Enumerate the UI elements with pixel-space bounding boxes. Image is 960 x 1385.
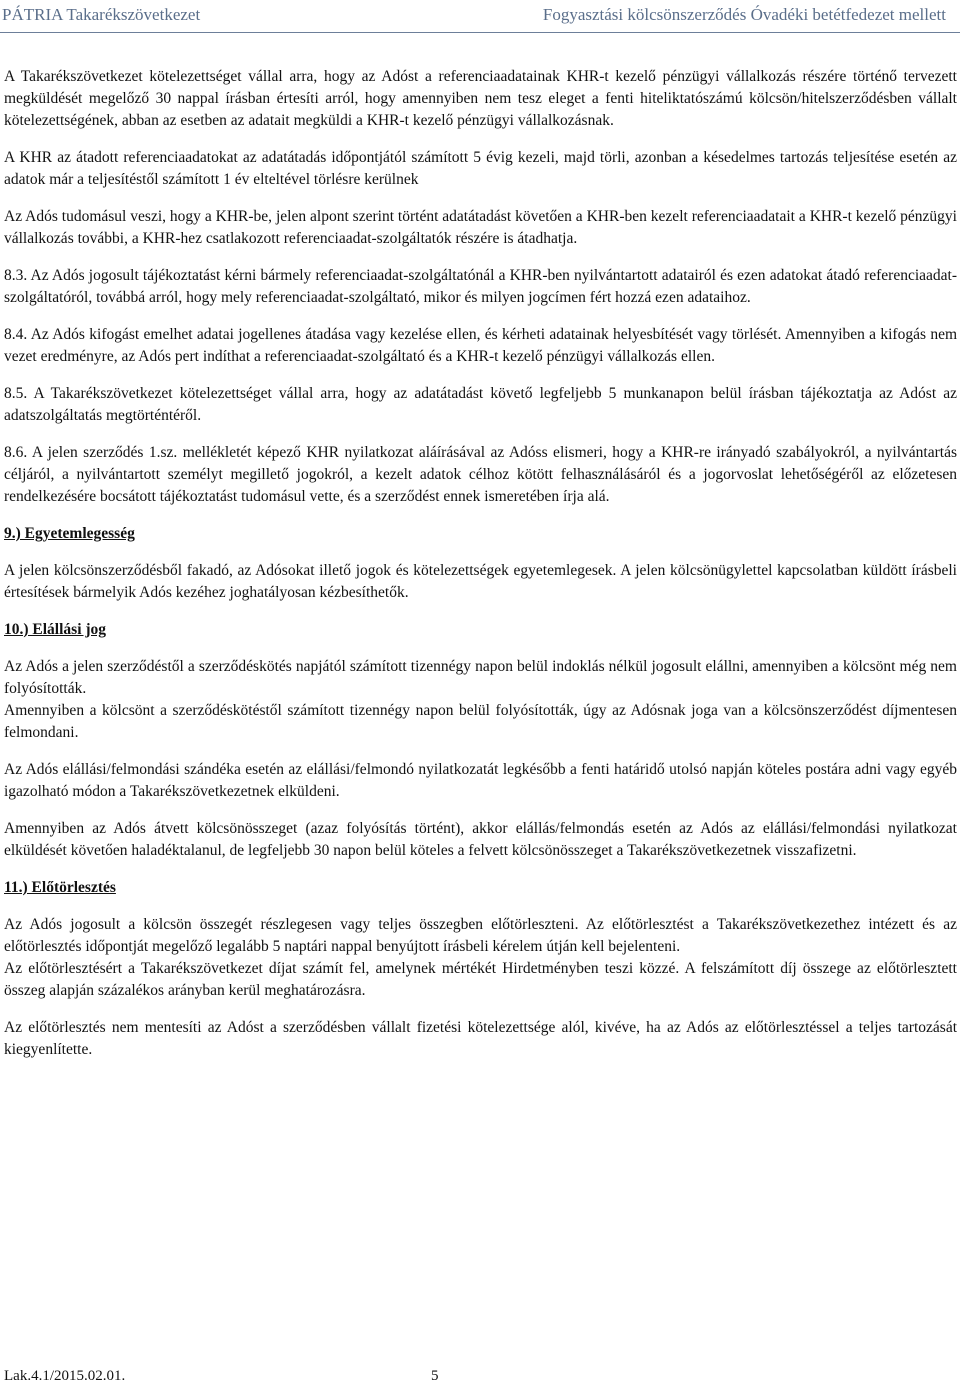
footer-document-id: Lak.4.1/2015.02.01.	[4, 1368, 126, 1384]
section-9-paragraph: A jelen kölcsönszerződésből fakadó, az Adósokat illető jogok és kötelezettségek egyetemlegesek. A jelen kölcsönügylettel kapcsolatban küldött írásbeli értesítések bármelyik Adós kezéhez joghatályosan kézbesíthetők.	[4, 562, 957, 601]
page-header	[0, 0, 960, 36]
section-11-paragraph-3: Az előtörlesztés nem mentesíti az Adóst a szerződésben vállalt fizetési kötelezettsége alól, kivéve, ha az Adós az előtörlesztéssel a teljes tartozását kiegyenlítette.	[4, 1019, 957, 1058]
section-10-paragraph-4: Amennyiben az Adós átvett kölcsönösszeget (azaz folyósítás történt), akkor elállás/felmondás esetén az Adós az elállási/felmondási nyilatkozat elküldését követően haladéktalanul, de legfeljebb 30 napon belül köteles a felvett kölcsönösszeget a Takarékszövetkezetnek visszafizetni.	[4, 820, 957, 859]
section-10-paragraph-3: Az Adós elállási/felmondási szándéka esetén az elállási/felmondó nyilatkozatát legkésőbb a fenti határidő utolsó napján köteles postára adni vagy egyéb igazolható módon a Takarékszövetkezetnek elküldeni.	[4, 761, 957, 800]
header-institution-name: PÁTRIA Takarékszövetkezet	[2, 5, 201, 24]
paragraph-8-5: 8.5. A Takarékszövetkezet kötelezettséget vállal arra, hogy az adatátadást követő legfeljebb 5 munkanapon belül írásban tájékoztatja az Adóst az adatszolgáltatás megtörténtéről.	[4, 385, 957, 424]
paragraph-8-4: 8.4. Az Adós kifogást emelhet adatai jogellenes átadása vagy kezelése ellen, és kérheti adatainak helyesbítését vagy törlését. Amennyiben a kifogás nem vezet eredményre, az Adós pert indíthat a referenciaadat-szolgáltató és a KHR-t kezelő pénzügyi vállalkozás ellen.	[4, 326, 957, 365]
paragraph-khr-notification: A Takarékszövetkezet kötelezettséget vállal arra, hogy az Adóst a referenciaadatainak KHR-t kezelő pénzügyi vállalkozás részére történő tervezett megküldését megelőző 30 nappal írásban értesíti arról, hogy amennyiben nem tesz eleget a fenti hiteliktatószámú kölcsön/hitelszerződésben vállalt kötelezettségének, abban az esetben az adatait megküldi a KHR-t kezelő pénzügyi vállalkozásnak.	[4, 68, 957, 129]
header-document-title: Fogyasztási kölcsönszerződés Óvadéki betétfedezet mellett	[542, 5, 946, 24]
paragraph-8-3: 8.3. Az Adós jogosult tájékoztatást kérni bármely referenciaadat-szolgáltatónál a KHR-ben nyilvántartott adatairól és ezen adatokat átadó referenciaadat-szolgáltatóról, továbbá arról, hogy mely referenciaadat-szolgáltató, mikor és milyen jogcímen fért hozzá ezen adataihoz.	[4, 267, 957, 306]
section-11-paragraph-1: Az Adós jogosult a kölcsön összegét részlegesen vagy teljes összegben előtörleszteni. Az előtörlesztést a Takarékszövetkezethez intézett és az előtörlesztés időpontját megelőző legalább 5 naptári nappal benyújtott írásbeli kérelem útján kell bejelenteni.	[4, 916, 957, 955]
paragraph-8-6: 8.6. A jelen szerződés 1.sz. mellékletét képező KHR nyilatkozat aláírásával az Adóss elismeri, hogy a KHR-re irányadó szabályokról, a nyilvántartás céljáról, a nyilvántartott személyt megillető jogokról, a kezelt adatok célhoz kötött felhasználásáról és a jogorvoslat lehetőségéről az előzetesen rendelkezésére bocsátott tájékoztatást tudomásul vette, és a szerződést ennek ismeretében írja alá.	[4, 444, 957, 505]
document-body	[4, 66, 957, 1061]
section-11-heading: 11.) Előtörlesztés	[4, 879, 116, 896]
paragraph-khr-retention: A KHR az átadott referenciaadatokat az adatátadás időpontjától számított 5 évig kezeli, majd törli, azonban a késedelmes tartozás teljesítése esetén az adatok már a teljesítéstől számított 1 év elteltével törlésre kerülnek	[4, 149, 957, 188]
section-10-paragraph-2: Amennyiben a kölcsönt a szerződéskötéstől számított tizennégy napon belül folyósították, úgy az Adósnak joga van a kölcsönszerződést díjmentesen felmondani.	[4, 702, 957, 741]
section-10-paragraph-1: Az Adós a jelen szerződéstől a szerződéskötés napjától számított tizennégy napon belül indoklás nélkül jogosult elállni, amennyiben a kölcsönt még nem folyósították.	[4, 658, 957, 697]
section-9-heading: 9.) Egyetemlegesség	[4, 525, 135, 542]
section-10-heading: 10.) Elállási jog	[4, 621, 107, 638]
section-11-paragraph-2: Az előtörlesztésért a Takarékszövetkezet díjat számít fel, amelynek mértékét Hirdetményben teszi közzé. A felszámított díj összege az előtörlesztett összeg alapján százalékos arányban kerül meghatározásra.	[4, 960, 957, 999]
paragraph-khr-transfer: Az Adós tudomásul veszi, hogy a KHR-be, jelen alpont szerint történt adatátadást követően a KHR-ben kezelt referenciaadatait a KHR-t kezelő pénzügyi vállalkozás további, a KHR-hez csatlakozott referenciaadat-szolgáltatók részére is átadhatja.	[4, 208, 957, 247]
footer-page-number: 5	[431, 1368, 439, 1384]
header-divider	[0, 32, 960, 33]
